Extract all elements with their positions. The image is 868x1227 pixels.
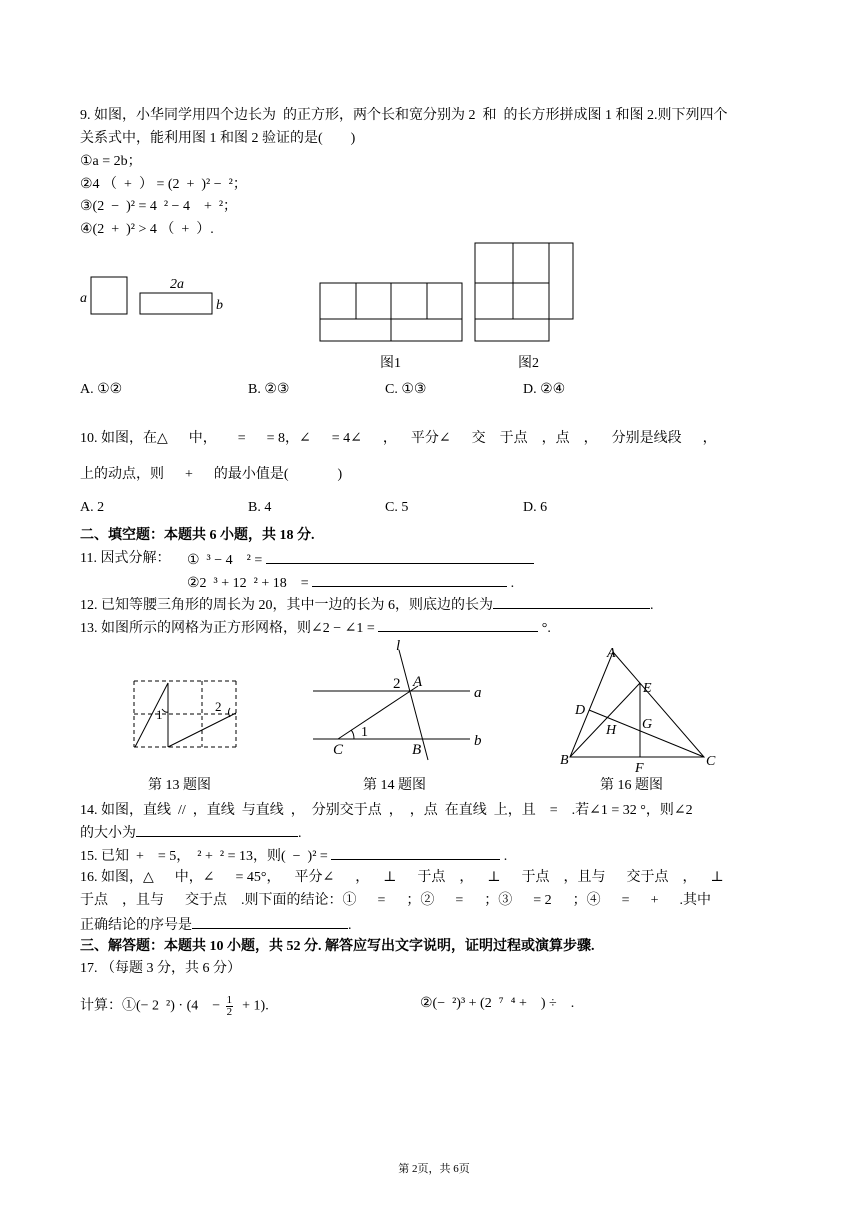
q17-fraction-denominator: 2 bbox=[226, 1006, 233, 1018]
q9-fig2-outline bbox=[475, 243, 573, 341]
q14-figure-caption: 第 14 题图 bbox=[363, 778, 426, 793]
q14-label-angle2: 2 bbox=[393, 676, 401, 692]
q14-label-b: b bbox=[474, 733, 482, 749]
q10-line2: 上的动点，则 + 的最小值是( ) bbox=[80, 467, 343, 482]
q13-angle1-arc bbox=[162, 709, 168, 712]
q16-label-G: G bbox=[642, 717, 653, 732]
q9-pieces bbox=[91, 277, 212, 314]
q14-label-A: A bbox=[413, 674, 423, 690]
q16-end: . bbox=[348, 918, 352, 933]
q16-line1: 16. 如图，△ 中，∠ = 45°， 平分∠ ， ⊥ 于点 ， ⊥ 于点 ，且与 交于点 ， ⊥ bbox=[80, 870, 724, 885]
q12-text: 12. 已知等腰三角形的周长为 20，其中一边的长为 6，则底边的长为 bbox=[80, 598, 493, 613]
q9-rectangle-piece bbox=[140, 293, 212, 314]
q14-label-B: B bbox=[412, 742, 422, 758]
q10-option-a: A. 2 bbox=[80, 500, 105, 515]
q14-segment-ca bbox=[338, 686, 418, 739]
q16-label-F: F bbox=[635, 761, 644, 776]
q9-option-b: B. ②③ bbox=[248, 382, 290, 397]
q9-statement-1: ①a = 2b； bbox=[80, 154, 142, 169]
q16-label-C: C bbox=[706, 754, 716, 769]
q16-figure-caption: 第 16 题图 bbox=[600, 778, 663, 793]
q10-option-c: C. 5 bbox=[385, 500, 409, 515]
q9-label-square-side: a bbox=[80, 291, 87, 306]
q11-prefix: 11. 因式分解： bbox=[80, 551, 171, 566]
q9-square-piece bbox=[91, 277, 127, 314]
q9-option-c: C. ①③ bbox=[385, 382, 427, 397]
q13-figure-caption: 第 13 题图 bbox=[148, 778, 211, 793]
q13-angle2-arc bbox=[229, 708, 231, 717]
q16-segment-be bbox=[570, 683, 640, 757]
q14-angle1-arc bbox=[351, 730, 354, 739]
q12-end: . bbox=[650, 598, 654, 613]
q13-end: °. bbox=[538, 621, 551, 636]
section2-heading: 二、填空题：本题共 6 小题，共 18 分. bbox=[80, 528, 315, 543]
q13-text: 13. 如图所示的网格为正方形网格，则∠2 − ∠1 = bbox=[80, 621, 379, 636]
q9-option-a: A. ①② bbox=[80, 382, 123, 397]
q9-label-rect-width: b bbox=[216, 298, 223, 313]
q13-label-angle1: 1 bbox=[156, 707, 163, 722]
q14-line1: 14. 如图，直线 // ，直线 与直线 ， 分别交于点 ， ，点 在直线 上，且 = .若∠1 = 32 °，则∠2 bbox=[80, 803, 693, 818]
q9-statement-2: ②4 （ + ） = (2 + )² − ²； bbox=[80, 177, 247, 192]
q10-option-d: D. 6 bbox=[523, 500, 548, 515]
q16-label-E: E bbox=[643, 681, 652, 696]
q9-figure-1 bbox=[320, 283, 462, 341]
q17-fraction-numerator: 1 bbox=[226, 994, 233, 1006]
q14-label-a: a bbox=[474, 685, 482, 701]
q16-line3-text: 正确结论的序号是 bbox=[80, 918, 192, 933]
q11-part2-text: ②2 ³ + 12 ² + 18 = bbox=[187, 576, 313, 591]
q16-label-B: B bbox=[560, 753, 569, 768]
q14-label-l: l bbox=[396, 638, 401, 654]
q15-end: . bbox=[500, 849, 508, 864]
q10-option-b: B. 4 bbox=[248, 500, 272, 515]
page-footer: 第 2页，共 6页 bbox=[398, 1163, 470, 1175]
q9-label-rect-length: 2a bbox=[170, 277, 184, 292]
q9-line2: 关系式中，能利用图 1 和图 2 验证的是( ) bbox=[80, 131, 356, 146]
section3-heading: 三、解答题：本题共 10 小题，共 52 分. 解答应写出文字说明，证明过程或演算步骤. bbox=[80, 939, 595, 954]
q11-part1-text: ① ³ − 4 ² = bbox=[187, 553, 263, 568]
q10-line1: 10. 如图，在△ 中， = = 8，∠ = 4∠ ， 平分∠ 交 于点 ，点 ， 分别是线段 ， bbox=[80, 431, 717, 446]
q9-fig1-caption: 图1 bbox=[380, 356, 401, 371]
q11-part2-end: . bbox=[507, 576, 515, 591]
q16-figure bbox=[570, 652, 704, 757]
q14-end: . bbox=[298, 826, 302, 841]
q15-text: 15. 已知 + = 5， ² + ² = 13，则( − )² = bbox=[80, 849, 332, 864]
q16-label-D: D bbox=[575, 703, 586, 718]
q9-statement-3: ③(2 − )² = 4 ² − 4 + ²； bbox=[80, 199, 238, 214]
q13-label-angle2: 2 bbox=[215, 699, 222, 714]
q16-label-A: A bbox=[607, 646, 616, 661]
q14-label-angle1: 1 bbox=[361, 725, 368, 740]
q17-title: 17. （每题 3 分，共 6 分） bbox=[80, 961, 241, 976]
q9-fig2-caption: 图2 bbox=[518, 356, 539, 371]
q9-option-d: D. ②④ bbox=[523, 382, 566, 397]
q9-figure-2 bbox=[475, 243, 573, 341]
q14-label-C: C bbox=[333, 742, 344, 758]
q17-calc1-end: + 1). bbox=[235, 998, 269, 1014]
q17-calc2: ②(− ²)³ + (2 ⁷ ⁴ + ) ÷ . bbox=[420, 996, 575, 1011]
q16-line2: 于点 ，且与 交于点 .则下面的结论：① = ；② = ；③ = 2 ；④ = + .其中 bbox=[80, 893, 711, 908]
q9-line1: 9. 如图，小华同学用四个边长为 的正方形，两个长和宽分别为 2 和 的长方形拼成图 1 和图 2.则下列四个 bbox=[80, 108, 728, 123]
q17-calc1-start: 计算：①(− 2 ²) · (4 − bbox=[80, 998, 224, 1014]
q16-triangle bbox=[570, 652, 704, 757]
q13-grid-figure bbox=[134, 681, 236, 747]
q16-label-H: H bbox=[606, 723, 617, 738]
q13-diagonal-1 bbox=[135, 683, 168, 747]
q9-statement-4: ④(2 + )² > 4 （ + ）. bbox=[80, 222, 214, 237]
q13-grid-lines bbox=[134, 681, 236, 747]
q14-line2-text: 的大小为 bbox=[80, 826, 136, 841]
